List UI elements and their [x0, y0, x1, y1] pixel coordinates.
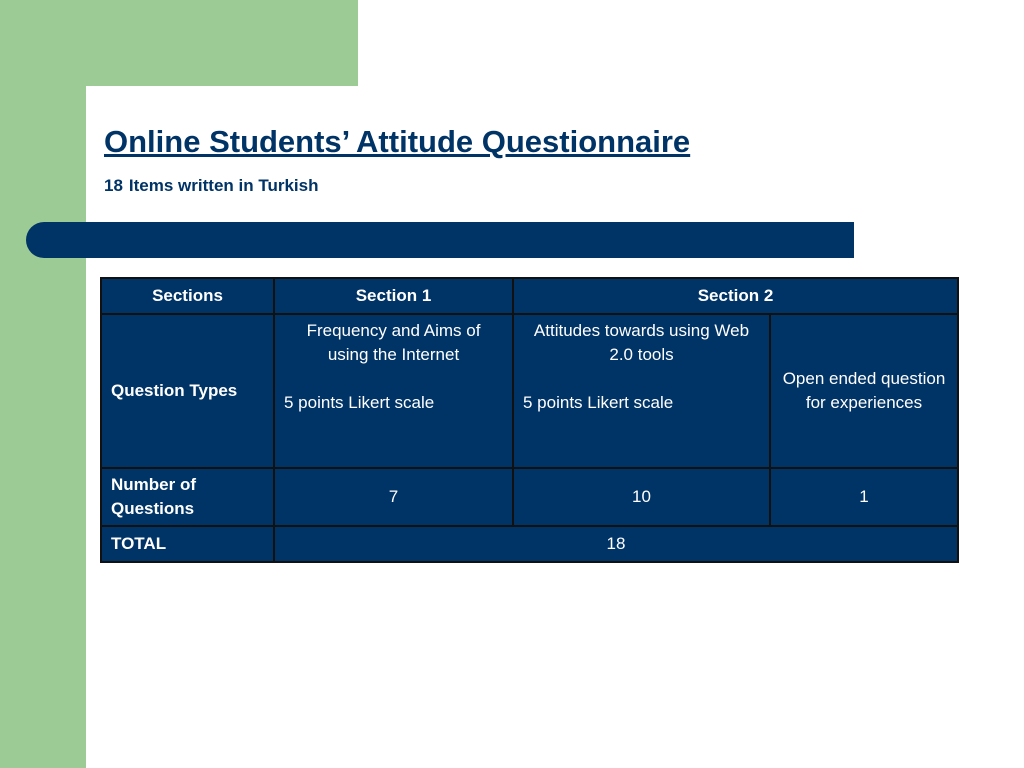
section1-question-count: 7 — [274, 468, 513, 526]
row-label-total: TOTAL — [101, 526, 274, 562]
table-row-number-of-questions — [101, 468, 958, 526]
section1-scale: 5 points Likert scale — [284, 393, 435, 412]
header-sections: Sections — [101, 278, 274, 314]
section2b-question-count: 1 — [770, 468, 958, 526]
slide-title: Online Students’ Attitude Questionnaire — [104, 124, 691, 159]
cell-section1-question-type — [274, 314, 513, 468]
row-label-number-of-questions: Number of Questions — [101, 468, 274, 526]
header-section-1: Section 1 — [274, 278, 513, 314]
section2b-question-description: Open ended question for experiences — [770, 314, 958, 468]
decorative-blue-bar — [26, 222, 854, 258]
table-row-question-types — [101, 314, 958, 468]
table-header-row — [101, 278, 958, 314]
table-row-total — [101, 526, 958, 562]
slide-subtitle — [104, 176, 318, 196]
section2a-scale: 5 points Likert scale — [523, 393, 674, 412]
row-label-question-types: Question Types — [101, 314, 274, 468]
section1-question-description: Frequency and Aims of using the Internet — [306, 321, 481, 364]
subtitle-count: 18 — [104, 176, 123, 195]
top-green-block — [0, 0, 358, 86]
cell-section2a-question-type — [513, 314, 770, 468]
left-green-strip — [0, 0, 86, 768]
section2a-question-description: Attitudes towards using Web 2.0 tools — [533, 321, 750, 364]
subtitle-text: Items written in Turkish — [128, 176, 319, 195]
total-value: 18 — [274, 526, 958, 562]
header-section-2: Section 2 — [513, 278, 958, 314]
questionnaire-table — [100, 277, 959, 563]
section2a-question-count: 10 — [513, 468, 770, 526]
